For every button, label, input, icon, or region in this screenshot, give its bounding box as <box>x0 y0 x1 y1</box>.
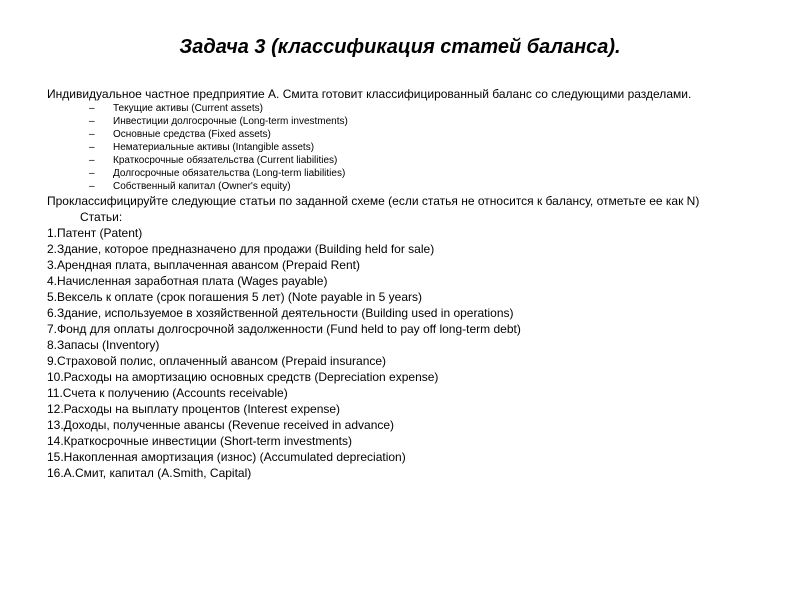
section-item <box>47 128 747 141</box>
section-label: Краткосрочные обязательства (Current liabilities) <box>113 155 338 166</box>
list-item: 3.Арендная плата, выплаченная авансом (Prepaid Rent) <box>47 258 360 272</box>
list-item: 8.Запасы (Inventory) <box>47 338 160 352</box>
section-item <box>47 167 747 180</box>
items-list <box>47 225 747 481</box>
list-item: 16.А.Смит, капитал (A.Smith, Capital) <box>47 466 252 480</box>
list-item: 13.Доходы, полученные авансы (Revenue received in advance) <box>47 418 395 432</box>
list-item: 5.Вексель к оплате (срок погашения 5 лет) (Note payable in 5 years) <box>47 290 422 304</box>
section-item <box>47 102 747 115</box>
dash-bullet: – <box>89 103 95 114</box>
list-item: 9.Страховой полис, оплаченный авансом (Prepaid insurance) <box>47 354 387 368</box>
section-label: Нематериальные активы (Intangible assets) <box>113 142 315 153</box>
items-heading: Статьи: <box>80 210 123 224</box>
balance-sections-list <box>47 102 747 193</box>
section-item <box>47 115 747 128</box>
list-item: 7.Фонд для оплаты долгосрочной задолженности (Fund held to pay off long-term debt) <box>47 322 521 336</box>
task-instructions: Проклассифицируйте следующие статьи по заданной схеме (если статья не относится к балансу, отметьте ее как N) <box>47 194 700 208</box>
section-label: Собственный капитал (Owner's equity) <box>113 181 291 192</box>
section-label: Текущие активы (Current assets) <box>113 103 263 114</box>
dash-bullet: – <box>89 142 95 153</box>
section-label: Инвестиции долгосрочные (Long-term investments) <box>113 116 348 127</box>
intro-paragraph: Индивидуальное частное предприятие А. Смита готовит классифицированный баланс со следующими разделами. <box>47 87 692 101</box>
list-item: 4.Начисленная заработная плата (Wages payable) <box>47 274 328 288</box>
dash-bullet: – <box>89 116 95 127</box>
dash-bullet: – <box>89 168 95 179</box>
list-item: 14.Краткосрочные инвестиции (Short-term investments) <box>47 434 352 448</box>
list-item: 15.Накопленная амортизация (износ) (Accumulated depreciation) <box>47 450 406 464</box>
section-label: Основные средства (Fixed assets) <box>113 129 271 140</box>
list-item: 2.Здание, которое предназначено для продажи (Building held for sale) <box>47 242 435 256</box>
list-item: 10.Расходы на амортизацию основных средств (Depreciation expense) <box>47 370 439 384</box>
content-body <box>47 86 747 481</box>
section-item <box>47 154 747 167</box>
dash-bullet: – <box>89 155 95 166</box>
list-item: 12.Расходы на выплату процентов (Interest expense) <box>47 402 341 416</box>
dash-bullet: – <box>89 129 95 140</box>
list-item: 11.Счета к получению (Accounts receivable) <box>47 386 288 400</box>
dash-bullet: – <box>89 181 95 192</box>
section-item <box>47 141 747 154</box>
list-item: 6.Здание, используемое в хозяйственной деятельности (Building used in operations) <box>47 306 514 320</box>
list-item: 1.Патент (Patent) <box>47 226 143 240</box>
section-item <box>47 180 747 193</box>
page-title: Задача 3 (классификация статей баланса). <box>179 36 621 58</box>
section-label: Долгосрочные обязательства (Long-term liabilities) <box>113 168 346 179</box>
